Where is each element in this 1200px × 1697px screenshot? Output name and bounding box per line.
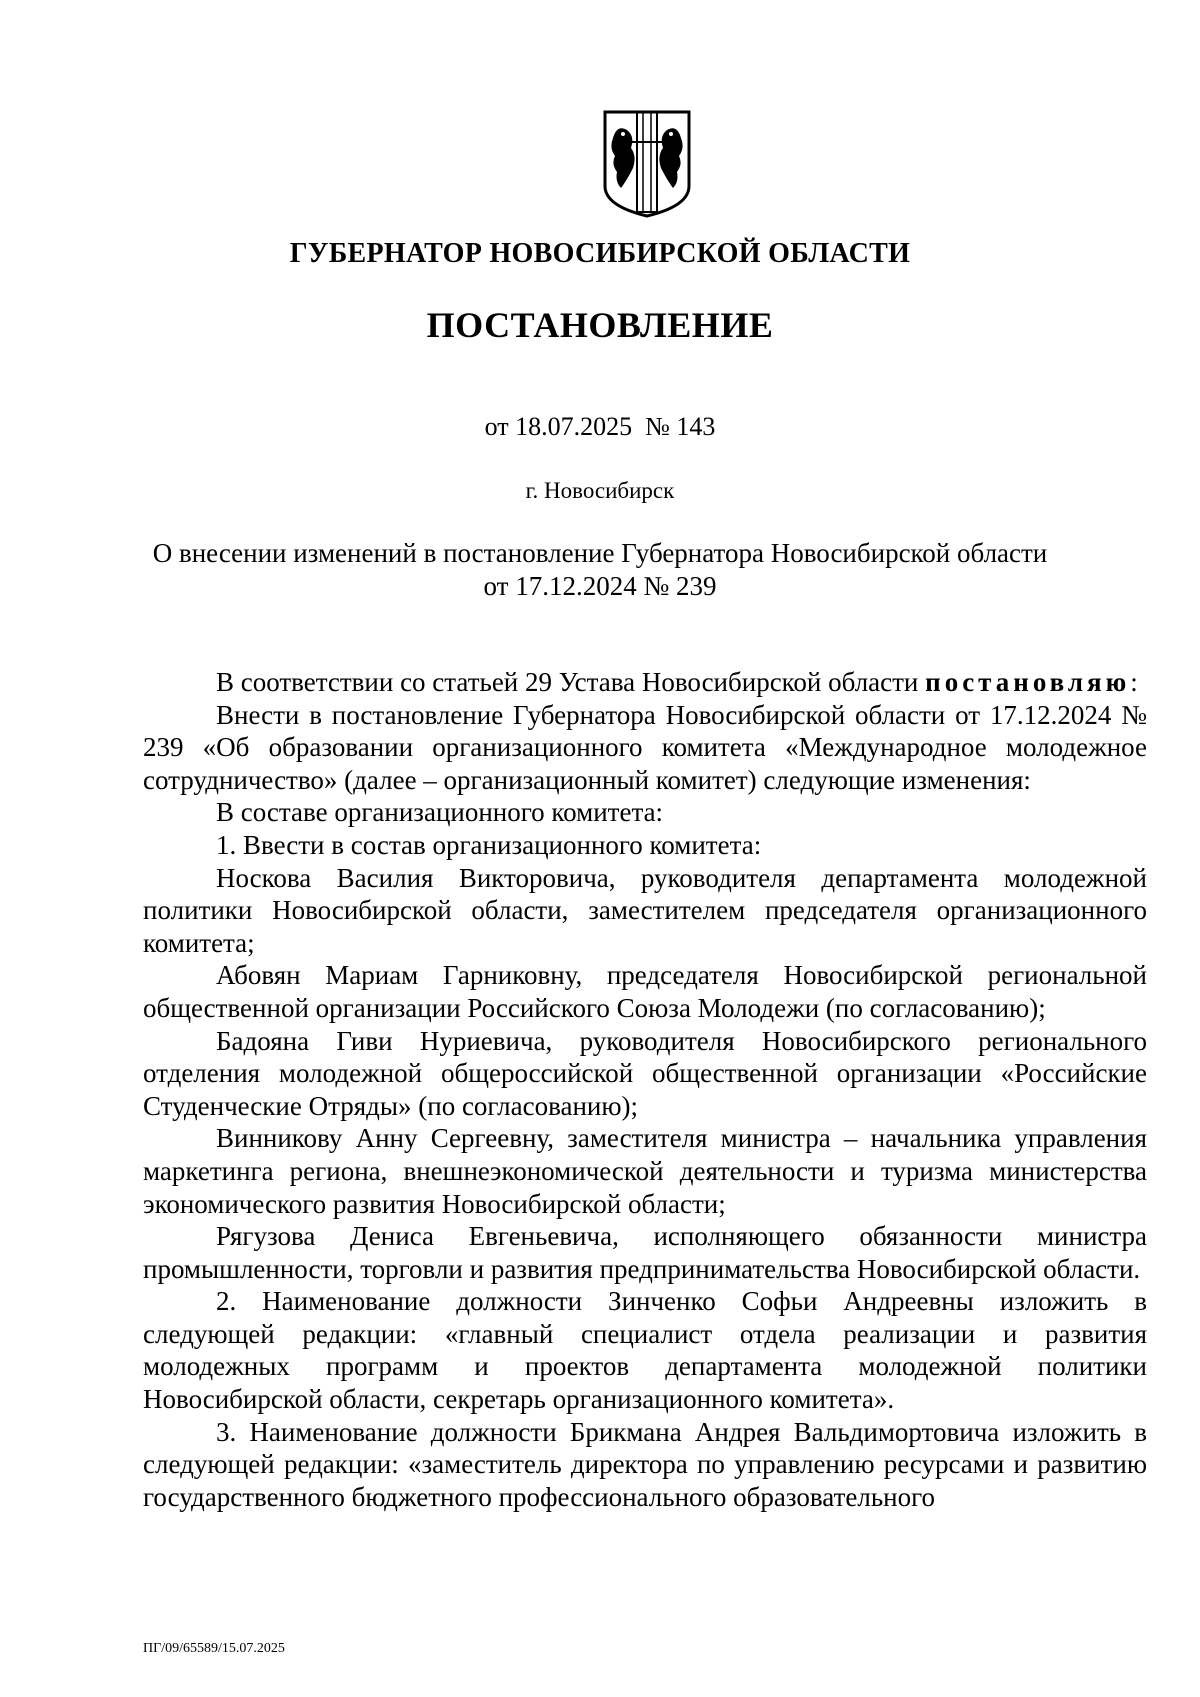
coat-of-arms-emblem <box>601 108 693 220</box>
city: г. Новосибирск <box>525 478 675 503</box>
document-type: ПОСТАНОВЛЕНИЕ <box>426 305 774 345</box>
body-paragraph: В составе организационного комитета: <box>216 797 664 828</box>
document-body <box>143 666 1147 1513</box>
document-subject <box>0 537 1200 603</box>
subject-line-1: О внесении изменений в постановление Губернатора Новосибирской области <box>152 538 1048 568</box>
body-paragraph: Винникову Анну Сергеевну, заместителя министра – начальника управления маркетинга региона, внешнеэкономической деятельности и туризма министерства экономического развития Новосибирской области; <box>143 1123 1147 1219</box>
decree-word: постановляю <box>925 667 1131 697</box>
issuer-title: ГУБЕРНАТОР НОВОСИБИРСКОЙ ОБЛАСТИ <box>289 238 911 269</box>
decree-colon: : <box>1130 667 1138 697</box>
body-paragraph: Абовян Мариам Гарниковну, председателя Новосибирской региональной общественной организации Российского Союза Молодежи (по согласованию); <box>143 960 1147 1023</box>
body-paragraph: Рягузова Дениса Евгеньевича, исполняющего обязанности министра промышленности, торговли и развития предпринимательства Новосибирской области. <box>143 1221 1147 1284</box>
body-paragraph: Носкова Василия Викторовича, руководителя департамента молодежной политики Новосибирской области, заместителем председателя организационного комитета; <box>143 862 1147 958</box>
date-and-number: от 18.07.2025 № 143 <box>484 412 716 441</box>
document-code-footer: ПГ/09/65589/15.07.2025 <box>143 1641 285 1656</box>
body-paragraph: Внести в постановление Губернатора Новосибирской области от 17.12.2024 № 239 «Об образовании организационного комитета «Международное молодежное сотрудничество» (далее – организационный комитет) следующие изменения: <box>143 699 1147 795</box>
body-paragraph: 2. Наименование должности Зинченко Софьи Андреевны изложить в следующей редакции: «главный специалист отдела реализации и развития молодежных программ и проектов департамента молодежной политики Новосибирской области, секретарь организационного комитета». <box>143 1286 1147 1415</box>
preamble-paragraph <box>143 666 1147 699</box>
preamble-text: В соответствии со статьей 29 Устава Новосибирской области <box>216 667 919 697</box>
subject-line-2: от 17.12.2024 № 239 <box>483 571 717 601</box>
body-paragraph: Бадояна Гиви Нуриевича, руководителя Новосибирского регионального отделения молодежной общероссийской общественной организации «Российские Студенческие Отряды» (по согласованию); <box>143 1025 1147 1121</box>
body-paragraph: 1. Ввести в состав организационного комитета: <box>216 829 762 860</box>
body-paragraph: 3. Наименование должности Брикмана Андрея Вальдимортовича изложить в следующей редакции: «заместитель директора по управлению ресурсами и развитию государственного бюджетного профессионального образовательного <box>143 1416 1147 1512</box>
